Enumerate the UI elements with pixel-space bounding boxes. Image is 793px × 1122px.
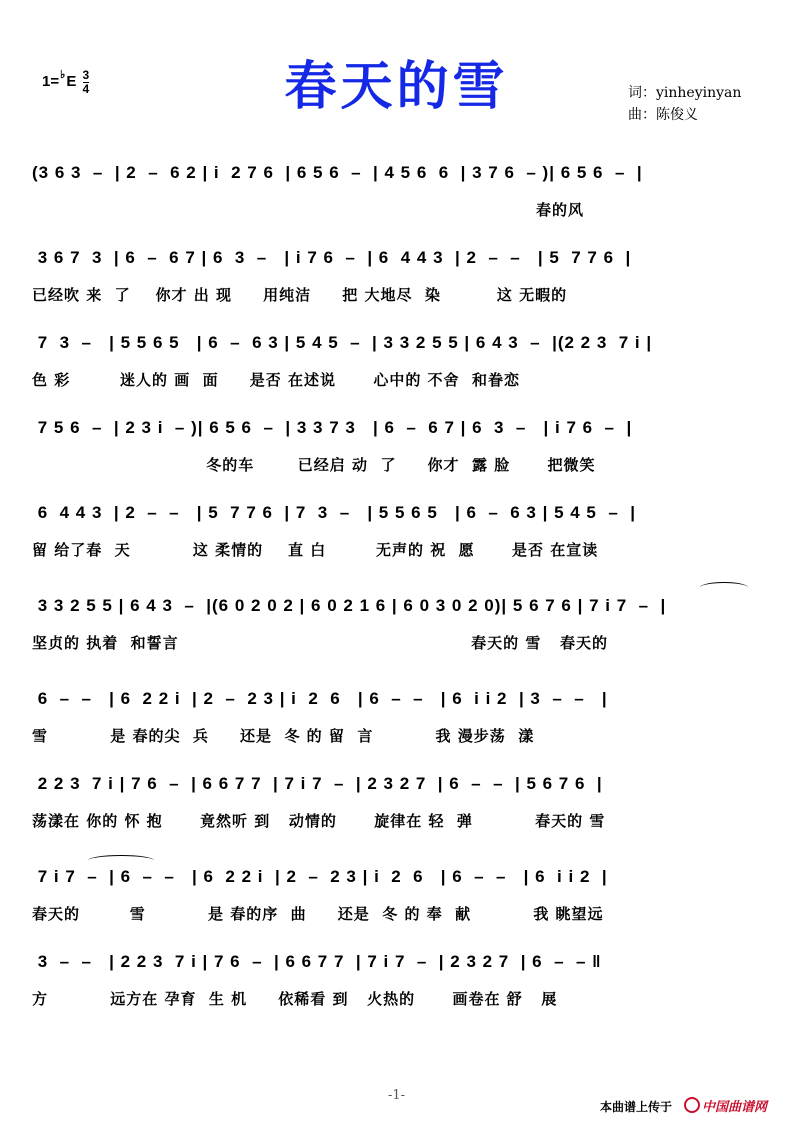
lyrics-line: 已经吹 来 了 你才 出 现 用纯洁 把 大地尽 染 这 无暇的 [32, 286, 568, 304]
composer-credit: 曲：陈俊义 [628, 107, 698, 123]
notation-line: 3 – – | 2 2 3 7 i | 7 6 – | 6 6 7 7 | 7 i 7 – | 2 3 2 7 | 6 – – ‖ [32, 952, 602, 971]
logo-icon [684, 1097, 700, 1113]
notation-line: 2 2 3 7 i | 7 6 – | 6 6 7 7 | 7 i 7 – | 2 3 2 7 | 6 – – | 5 6 7 6 | [32, 774, 603, 793]
notation-line: 7 i 7 – | 6 – – | 6 2 2 i | 2 – 2 3 | i 2 6 | 6 – – | 6 i i 2 | [32, 867, 608, 886]
lyrics-line: 春天的 雪 是 春的序 曲 还是 冬 的 奉 献 我 眺望远 [32, 905, 604, 923]
meter-top: 3 [82, 67, 90, 82]
tie-slur [88, 855, 154, 866]
tie-slur [700, 582, 748, 593]
meter-bottom: 4 [82, 81, 90, 96]
upload-note: 本曲谱上传于 [600, 1100, 673, 1114]
notation-line: 6 4 4 3 | 2 – – | 5 7 7 6 | 7 3 – | 5 5 6 5 | 6 – 6 3 | 5 4 5 – | [32, 503, 636, 522]
key-prefix: 1= [42, 73, 60, 90]
notation-line: (3 6 3 – | 2 – 6 2 | i 2 7 6 | 6 5 6 – | 4 5 6 6 | 3 7 6 – )| 6 5 6 – | [32, 163, 643, 182]
page-number: -1- [387, 1088, 406, 1103]
lyrics-line: 荡漾在 你的 怀 抱 竟然听 到 动情的 旋律在 轻 弹 春天的 雪 [32, 812, 606, 830]
lyrics-line: 春的风 [32, 201, 584, 219]
site-logo [684, 1096, 767, 1115]
key-note: E [66, 73, 77, 90]
site-name: 中国曲谱网 [702, 1100, 768, 1115]
notation-line: 6 – – | 6 2 2 i | 2 – 2 3 | i 2 6 | 6 – – | 6 i i 2 | 3 – – | [32, 689, 608, 708]
notation-line: 7 3 – | 5 5 6 5 | 6 – 6 3 | 5 4 5 – | 3 3 2 5 5 | 6 4 3 – |(2 2 3 7 i | [32, 333, 653, 352]
lyricist-credit: 词：yinheyinyan [628, 85, 742, 101]
lyrics-line: 留 给了春 天 这 柔情的 直 白 无声的 祝 愿 是否 在宣读 [32, 541, 599, 559]
song-title: 春天的雪 [284, 57, 509, 117]
lyrics-line: 雪 是 春的尖 兵 还是 冬 的 留 言 我 漫步荡 漾 [32, 727, 535, 745]
notation-line: 3 3 2 5 5 | 6 4 3 – |(6 0 2 0 2 | 6 0 2 1 6 | 6 0 3 0 2 0)| 5 6 7 6 | 7 i 7 – | [32, 596, 667, 615]
lyrics-line: 色 彩 迷人的 画 面 是否 在述说 心中的 不舍 和眷恋 [32, 371, 521, 389]
lyrics-line: 坚贞的 执着 和誓言 春天的 雪 春天的 [32, 634, 608, 652]
notation-line: 7 5 6 – | 2 3 i – )| 6 5 6 – | 3 3 7 3 | 6 – 6 7 | 6 3 – | i 7 6 – | [32, 418, 633, 437]
lyrics-line: 冬的车 已经启 动 了 你才 露 脸 把微笑 [32, 456, 596, 474]
notation-line: 3 6 7 3 | 6 – 6 7 | 6 3 – | i 7 6 – | 6 4 4 3 | 2 – – | 5 7 7 6 | [32, 248, 632, 267]
flat-sign: ♭ [60, 69, 66, 81]
lyrics-line: 方 远方在 孕育 生 机 依稀看 到 火热的 画卷在 舒 展 [32, 990, 558, 1008]
